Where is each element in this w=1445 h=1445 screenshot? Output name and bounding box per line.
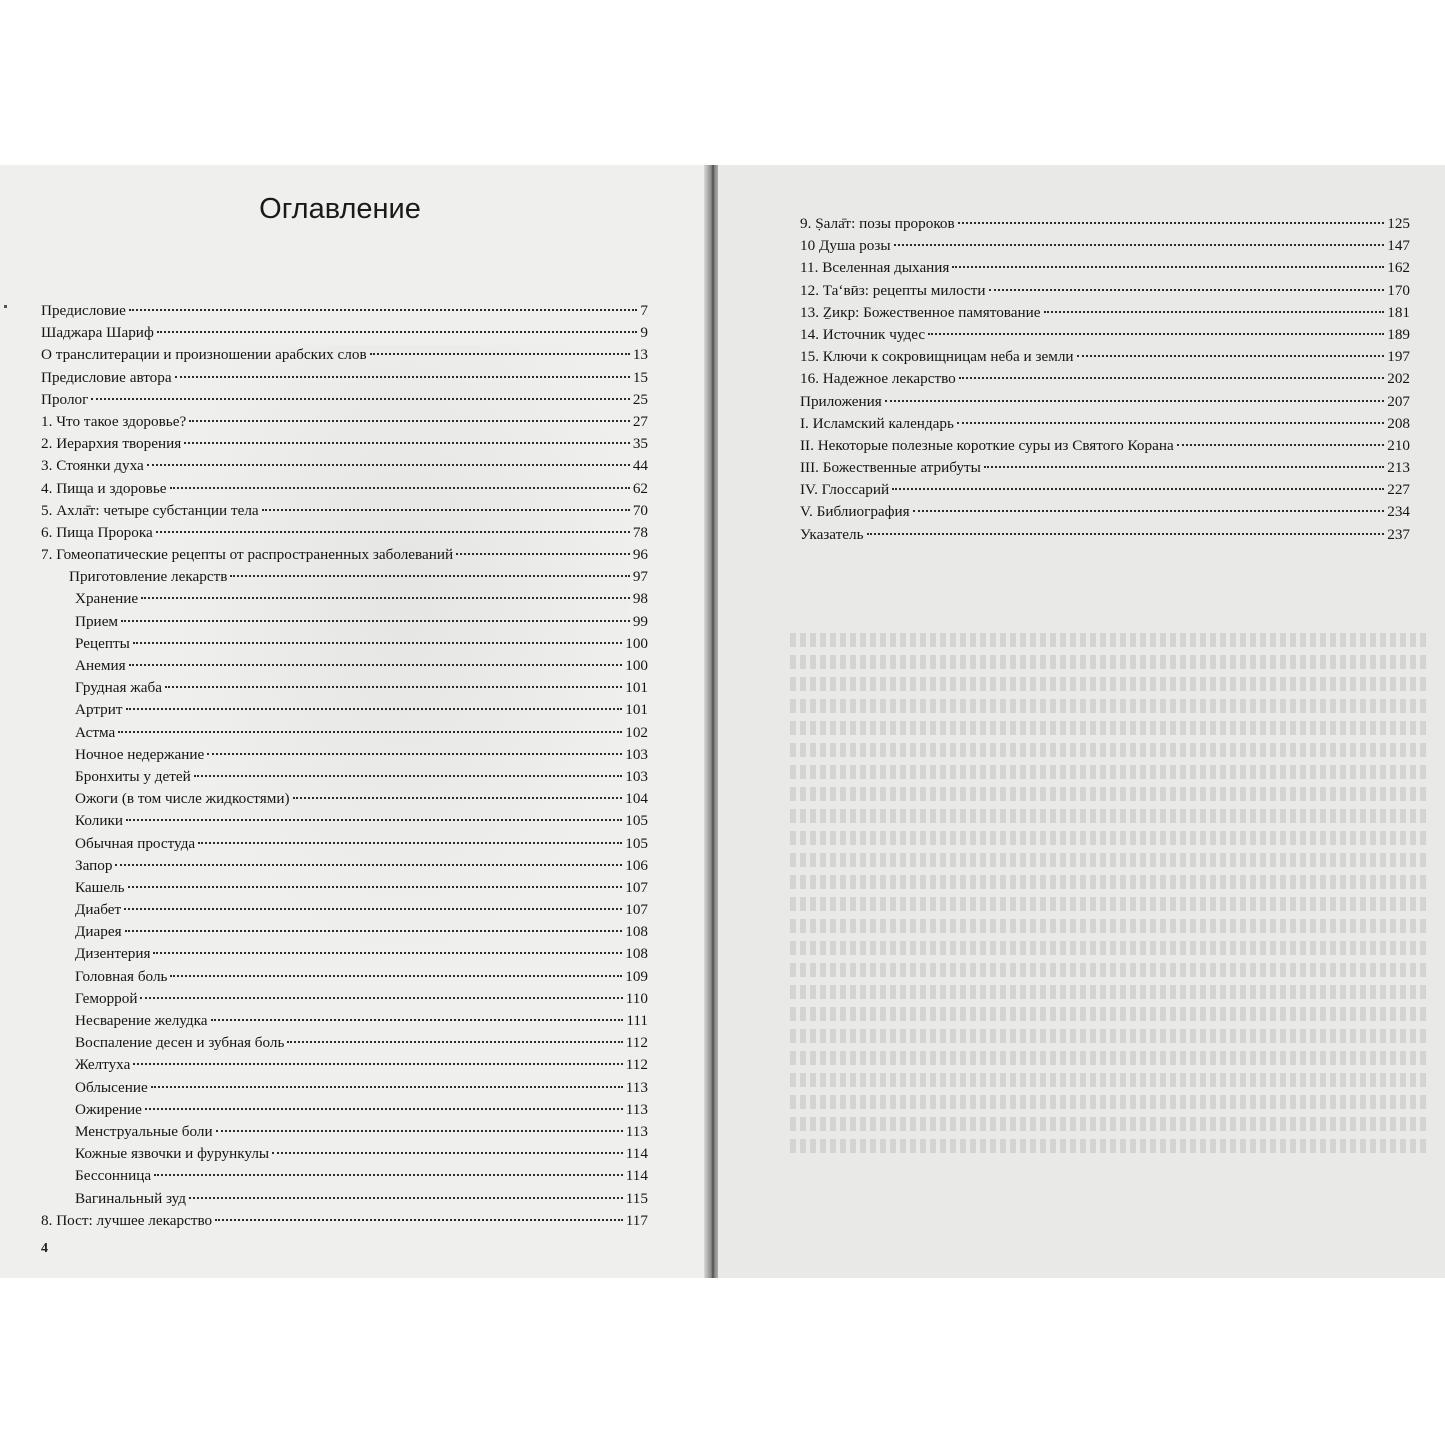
dot-leader	[141, 596, 630, 599]
dot-leader	[129, 308, 637, 311]
dot-leader	[272, 1151, 623, 1154]
toc-entry	[718, 280, 1410, 302]
toc-entry-title: 15. Ключи к сокровищницам неба и земли	[800, 348, 1074, 366]
toc-entry	[718, 213, 1410, 235]
dot-leader	[959, 376, 1384, 379]
toc-entry-page: 104	[625, 790, 648, 808]
page-title: Оглавление	[259, 193, 421, 225]
toc-entry	[41, 344, 648, 366]
toc-entry	[41, 744, 648, 766]
toc-entry-title: 2. Иерархия творения	[41, 435, 182, 453]
toc-entry-title: 11. Вселенная дыхания	[800, 259, 950, 277]
toc-entry-title: Ночное недержание	[75, 745, 205, 763]
speck	[4, 305, 7, 308]
toc-entry	[41, 966, 648, 988]
toc-entry-page: 97	[632, 568, 648, 586]
toc-entry-page: 62	[632, 479, 648, 497]
toc-entry-title: Несварение желудка	[75, 1012, 208, 1029]
toc-entry-page: 109	[625, 967, 648, 985]
toc-entry	[41, 522, 648, 544]
toc-entry-title: Шаджара Шариф	[41, 324, 154, 342]
toc-entry-title: Запор	[75, 856, 113, 874]
toc-entry-title: Обычная простуда	[75, 834, 196, 852]
dot-leader	[153, 951, 622, 954]
dot-leader	[207, 752, 622, 755]
toc-entry-title: Дизентерия	[75, 945, 151, 963]
toc-entry	[718, 257, 1410, 279]
toc-entry-page: 112	[625, 1056, 648, 1074]
toc-entry-title: Прием	[75, 612, 119, 630]
toc-entry-page: 78	[632, 523, 648, 541]
toc-entry-title: Предисловие	[41, 302, 126, 319]
toc-entry	[41, 677, 648, 699]
dot-leader	[952, 265, 1384, 268]
toc-entry-title: Рецепты	[75, 634, 130, 652]
toc-entry	[41, 833, 648, 855]
dot-leader	[189, 419, 630, 422]
dot-leader	[216, 1129, 623, 1132]
dot-leader	[115, 863, 622, 866]
dot-leader	[1077, 354, 1385, 357]
dot-leader	[913, 509, 1385, 512]
toc-entry-title: Ожирение	[75, 1100, 142, 1118]
dot-leader	[958, 221, 1385, 224]
toc-entry	[41, 1210, 648, 1232]
toc-entry-title: 1. Что такое здоровье?	[41, 412, 187, 430]
toc-entry	[41, 633, 648, 655]
toc-entry-page: 103	[625, 767, 648, 785]
toc-entry-page: 110	[625, 989, 648, 1007]
dot-leader	[126, 818, 622, 821]
toc-entry-page: 27	[632, 412, 648, 430]
toc-entry-page: 107	[625, 901, 648, 919]
dot-leader	[147, 463, 630, 466]
dot-leader	[126, 707, 623, 710]
toc-entry-title: 9. Ṣала̄т: позы пророков	[800, 215, 955, 232]
toc-entry-title: I. Исламский календарь	[800, 414, 954, 432]
toc-entry-title: Астма	[75, 723, 116, 741]
dot-leader	[121, 619, 630, 622]
dot-leader	[124, 907, 622, 910]
toc-entry-title: III. Божественные атрибуты	[800, 459, 981, 477]
toc-entry-title: Вагинальный зуд	[75, 1189, 187, 1207]
toc-entry	[718, 501, 1410, 523]
toc-entry-title: 12. Та‘вӣз: рецепты милости	[800, 281, 986, 299]
toc-entry-title: 14. Источник чудес	[800, 325, 926, 343]
toc-entry-title: Колики	[75, 812, 123, 830]
toc-entry-title: Анемия	[75, 657, 126, 674]
dot-leader	[989, 288, 1385, 291]
toc-entry-title: 8. Пост: лучшее лекарство	[41, 1211, 213, 1229]
toc-entry	[41, 899, 648, 921]
toc-entry	[41, 566, 648, 588]
toc-entry-page: 106	[625, 856, 648, 874]
dot-leader	[175, 375, 630, 378]
toc-entry	[41, 588, 648, 610]
toc-entry	[41, 544, 648, 566]
toc-entry-page: 108	[625, 945, 648, 963]
toc-entry-title: Бронхиты у детей	[75, 767, 191, 785]
toc-entry	[41, 478, 648, 500]
toc-entry	[41, 1165, 648, 1187]
toc-entry-page: 113	[625, 1100, 648, 1118]
toc-entry-page: 213	[1387, 459, 1410, 477]
dot-leader	[230, 574, 629, 577]
toc-entry-page: 35	[632, 435, 648, 453]
toc-entry-title: Облысение	[75, 1078, 148, 1096]
toc-entry-title: 16. Надежное лекарство	[800, 370, 956, 388]
toc-entry-page: 114	[625, 1167, 648, 1185]
toc-entry-page: 7	[640, 302, 648, 319]
toc-entry	[718, 324, 1410, 346]
dot-leader	[165, 685, 622, 688]
toc-entry-title: II. Некоторые полезные короткие суры из Святого Корана	[800, 436, 1174, 454]
toc-entry	[41, 877, 648, 899]
dot-leader	[928, 332, 1384, 335]
toc-entry	[41, 300, 648, 322]
toc-entry	[41, 367, 648, 389]
toc-entry	[41, 411, 648, 433]
toc-entry-title: Кожные язвочки и фурункулы	[75, 1145, 270, 1163]
right-page	[718, 165, 1445, 1278]
toc-entry	[41, 943, 648, 965]
toc-entry-title: Воспаление десен и зубная боль	[75, 1034, 285, 1052]
toc-entry-page: 101	[625, 679, 648, 697]
toc-entry-title: 13. Ẕикр: Божественное памятование	[800, 303, 1041, 321]
toc-entry	[718, 457, 1410, 479]
toc-entry-page: 13	[632, 346, 648, 364]
toc-entry-page: 237	[1387, 525, 1410, 543]
toc-entry-page: 100	[625, 657, 648, 674]
toc-entry-title: 7. Гомеопатические рецепты от распространенных заболеваний	[41, 546, 454, 564]
toc-entry-title: 6. Пища Пророка	[41, 523, 153, 541]
toc-entry-title: Бессонница	[75, 1167, 152, 1185]
dot-leader	[892, 487, 1384, 490]
toc-entry	[41, 988, 648, 1010]
dot-leader	[154, 1173, 623, 1176]
toc-entry-page: 113	[625, 1122, 648, 1140]
toc-entry-title: IV. Глоссарий	[800, 481, 890, 499]
toc-entry-title: Артрит	[75, 701, 123, 719]
toc-entry-page: 103	[625, 745, 648, 763]
toc-entry-page: 102	[625, 723, 648, 741]
dot-leader	[133, 1062, 622, 1065]
toc-entry-title: Хранение	[75, 590, 139, 608]
toc-entry-page: 115	[625, 1189, 648, 1207]
toc-entry-page: 202	[1387, 370, 1410, 388]
page-number: 4	[41, 1241, 48, 1256]
dot-leader	[957, 421, 1384, 424]
toc-entry	[41, 921, 648, 943]
dot-leader	[145, 1107, 623, 1110]
dot-leader	[215, 1218, 623, 1221]
toc-entry	[41, 1032, 648, 1054]
toc-entry	[41, 389, 648, 411]
toc-entry	[718, 479, 1410, 501]
dot-leader	[262, 508, 630, 511]
toc-entry	[41, 810, 648, 832]
toc-entry-page: 234	[1387, 503, 1410, 521]
toc-entry	[718, 435, 1410, 457]
dot-leader	[118, 730, 622, 733]
toc-entry-title: 10 Душа розы	[800, 237, 891, 255]
toc-entry-page: 170	[1387, 281, 1410, 299]
dot-leader	[456, 552, 630, 555]
toc-entry	[41, 1143, 648, 1165]
dot-leader	[894, 243, 1385, 246]
dot-leader	[91, 397, 629, 400]
dot-leader	[140, 996, 622, 999]
toc-list-right	[718, 213, 1410, 546]
toc-entry-page: 15	[632, 368, 648, 386]
left-page	[0, 165, 708, 1278]
toc-entry	[41, 699, 648, 721]
toc-entry-title: Диарея	[75, 923, 122, 941]
toc-entry-title: 3. Стоянки духа	[41, 457, 144, 475]
toc-entry-page: 162	[1387, 259, 1410, 277]
dot-leader	[170, 486, 630, 489]
toc-entry-title: Указатель	[800, 525, 864, 543]
toc-entry-page: 117	[625, 1211, 648, 1229]
toc-entry-page: 207	[1387, 392, 1410, 410]
toc-entry	[718, 302, 1410, 324]
toc-entry-title: Ожоги (в том числе жидкостями)	[75, 790, 290, 808]
toc-entry-title: Желтуха	[75, 1056, 131, 1074]
toc-entry	[41, 611, 648, 633]
dot-leader	[151, 1085, 623, 1088]
toc-entry-title: Кашель	[75, 878, 125, 896]
dot-leader	[198, 841, 622, 844]
toc-entry-page: 107	[625, 878, 648, 896]
dot-leader	[128, 885, 623, 888]
toc-entry	[41, 1099, 648, 1121]
toc-entry-page: 197	[1387, 348, 1410, 366]
toc-entry-title: Предисловие автора	[41, 368, 172, 386]
toc-entry-page: 25	[632, 390, 648, 408]
toc-entry-title: 5. Ахла̄т: четыре субстанции тела	[41, 501, 259, 519]
toc-entry-page: 208	[1387, 414, 1410, 432]
dot-leader	[211, 1018, 624, 1021]
toc-entry	[41, 1010, 648, 1032]
toc-entry-page: 96	[632, 546, 648, 564]
dot-leader	[1177, 443, 1384, 446]
toc-entry-page: 111	[626, 1012, 648, 1029]
toc-entry	[41, 1188, 648, 1210]
toc-entry-title: 4. Пища и здоровье	[41, 479, 167, 497]
toc-entry	[718, 346, 1410, 368]
toc-entry-page: 125	[1387, 215, 1410, 232]
toc-entry	[41, 788, 648, 810]
toc-entry-title: Головная боль	[75, 967, 168, 985]
toc-entry-page: 9	[640, 324, 648, 342]
dot-leader	[129, 663, 623, 666]
toc-entry	[41, 1121, 648, 1143]
dot-leader	[293, 796, 623, 799]
toc-entry-title: Геморрой	[75, 989, 138, 1007]
toc-entry-page: 227	[1387, 481, 1410, 499]
toc-entry-page: 113	[625, 1078, 648, 1096]
dot-leader	[184, 441, 630, 444]
dot-leader	[189, 1196, 623, 1199]
dot-leader	[170, 974, 622, 977]
toc-entry	[41, 855, 648, 877]
dot-leader	[157, 330, 638, 333]
dot-leader	[125, 929, 623, 932]
toc-entry	[41, 722, 648, 744]
toc-entry-page: 100	[625, 634, 648, 652]
toc-entry	[41, 1054, 648, 1076]
toc-entry-title: Диабет	[75, 901, 122, 919]
dot-leader	[156, 530, 630, 533]
dot-leader	[370, 352, 630, 355]
toc-entry-title: Менструальные боли	[75, 1122, 213, 1140]
dot-leader	[194, 774, 622, 777]
toc-entry	[41, 655, 648, 677]
toc-entry-page: 189	[1387, 325, 1410, 343]
book-spread	[0, 165, 1445, 1278]
toc-entry-title: Приготовление лекарств	[69, 568, 228, 586]
toc-entry	[41, 322, 648, 344]
toc-entry	[41, 455, 648, 477]
toc-entry-title: Пролог	[41, 390, 89, 408]
toc-entry-page: 112	[625, 1034, 648, 1052]
toc-entry-page: 114	[625, 1145, 648, 1163]
toc-entry-page: 105	[625, 812, 648, 830]
toc-entry	[718, 524, 1410, 546]
toc-entry-title: Грудная жаба	[75, 679, 162, 697]
toc-entry-title: Приложения	[800, 392, 882, 410]
toc-entry-page: 98	[632, 590, 648, 608]
toc-entry-page: 101	[625, 701, 648, 719]
toc-entry	[718, 368, 1410, 390]
dot-leader	[1044, 310, 1385, 313]
toc-entry-page: 181	[1387, 303, 1410, 321]
toc-entry	[718, 391, 1410, 413]
toc-entry-page: 70	[632, 501, 648, 519]
toc-entry-page: 108	[625, 923, 648, 941]
toc-entry-page: 44	[632, 457, 648, 475]
toc-entry-page: 99	[632, 612, 648, 630]
toc-entry	[41, 500, 648, 522]
dot-leader	[984, 465, 1384, 468]
dot-leader	[867, 532, 1385, 535]
toc-entry	[41, 766, 648, 788]
toc-entry	[41, 1077, 648, 1099]
toc-entry	[718, 235, 1410, 257]
toc-entry-title: О транслитерации и произношении арабских слов	[41, 346, 367, 364]
toc-entry-title: V. Библиография	[800, 503, 910, 521]
toc-entry-page: 105	[625, 834, 648, 852]
toc-entry-page: 147	[1387, 237, 1410, 255]
dot-leader	[885, 399, 1384, 402]
toc-entry	[41, 433, 648, 455]
toc-list-left	[41, 300, 648, 1232]
toc-entry-page: 210	[1387, 436, 1410, 454]
dot-leader	[287, 1040, 622, 1043]
dot-leader	[133, 641, 622, 644]
toc-entry	[718, 413, 1410, 435]
